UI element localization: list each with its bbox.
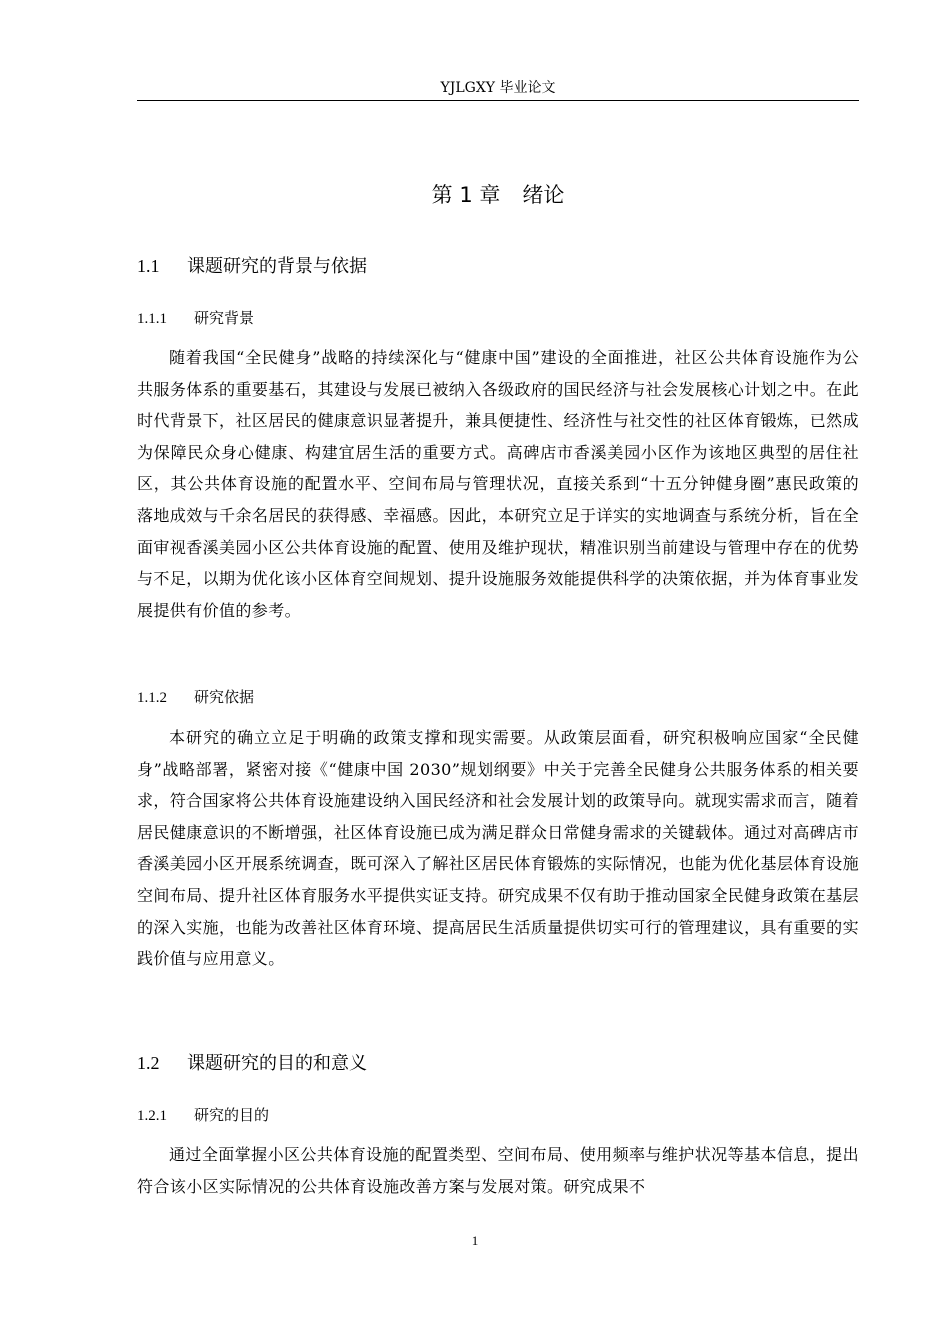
header-divider bbox=[137, 100, 859, 101]
subsection-title: 研究背景 bbox=[194, 309, 255, 327]
section-title: 课题研究的目的和意义 bbox=[187, 1053, 367, 1074]
subsection-heading-1-1-1 bbox=[137, 307, 254, 330]
paragraph-purpose: 通过全面掌握小区公共体育设施的配置类型、空间布局、使用频率与维护状况等基本信息，提出符合该小区实际情况的公共体育设施改善方案与发展对策。研究成果不 bbox=[137, 1145, 859, 1196]
section-heading-1-2 bbox=[137, 1050, 367, 1077]
section-title: 课题研究的背景与依据 bbox=[187, 256, 367, 277]
subsection-number: 1.2.1 bbox=[137, 1108, 167, 1124]
header-title: YJLGXY 毕业论文 bbox=[440, 80, 556, 96]
page-number: 1 bbox=[471, 1233, 479, 1248]
subsection-number: 1.1.1 bbox=[137, 311, 167, 327]
subsection-number: 1.1.2 bbox=[137, 690, 167, 706]
chapter-title bbox=[137, 180, 859, 210]
subsection-title: 研究的目的 bbox=[194, 1106, 270, 1124]
chapter-number: 第 1 章 bbox=[431, 183, 501, 207]
subsection-title: 研究依据 bbox=[194, 688, 255, 706]
section-number: 1.1 bbox=[137, 256, 160, 276]
chapter-name: 绪论 bbox=[522, 183, 565, 207]
paragraph-background: 随着我国“全民健身”战略的持续深化与“健康中国”建设的全面推进，社区公共体育设施作为公共服务体系的重要基石，其建设与发展已被纳入各级政府的国民经济与社会发展核心计划之中。在此时代背景下，社区居民的健康意识显著提升，兼具便捷性、经济性与社交性的社区体育锻炼，已然成为保障民众身心健康、构建宜居生活的重要方式。高碑店市香溪美园小区作为该地区典型的居住社区，其公共体育设施的配置水平、空间布局与管理状况，直接关系到“十五分钟健身圈”惠民政策的落地成效与千余名居民的获得感、幸福感。因此，本研究立足于详实的实地调查与系统分析，旨在全面审视香溪美园小区公共体育设施的配置、使用及维护现状，精准识别当前建设与管理中存在的优势与不足，以期为优化该小区体育空间规划、提升设施服务效能提供科学的决策依据，并为体育事业发展提供有价值的参考。 bbox=[137, 348, 859, 620]
subsection-heading-1-2-1 bbox=[137, 1104, 269, 1127]
paragraph-basis: 本研究的确立立足于明确的政策支撑和现实需要。从政策层面看，研究积极响应国家“全民健身”战略部署，紧密对接《“健康中国 2030”规划纲要》中关于完善全民健身公共服务体系的相关要求，符合国家将公共体育设施建设纳入国民经济和社会发展计划的政策导向。就现实需求而言，随着居民健康意识的不断增强，社区体育设施已成为满足群众日常健身需求的关键载体。通过对高碑店市香溪美园小区开展系统调查，既可深入了解社区居民体育锻炼的实际情况，也能为优化基层体育设施空间布局、提升社区体育服务水平提供实证支持。研究成果不仅有助于推动国家全民健身政策在基层的深入实施，也能为改善社区体育环境、提高居民生活质量提供切实可行的管理建议，具有重要的实践价值与应用意义。 bbox=[137, 728, 859, 969]
subsection-heading-1-1-2 bbox=[137, 686, 254, 709]
section-number: 1.2 bbox=[137, 1053, 160, 1073]
section-heading-1-1 bbox=[137, 253, 367, 280]
